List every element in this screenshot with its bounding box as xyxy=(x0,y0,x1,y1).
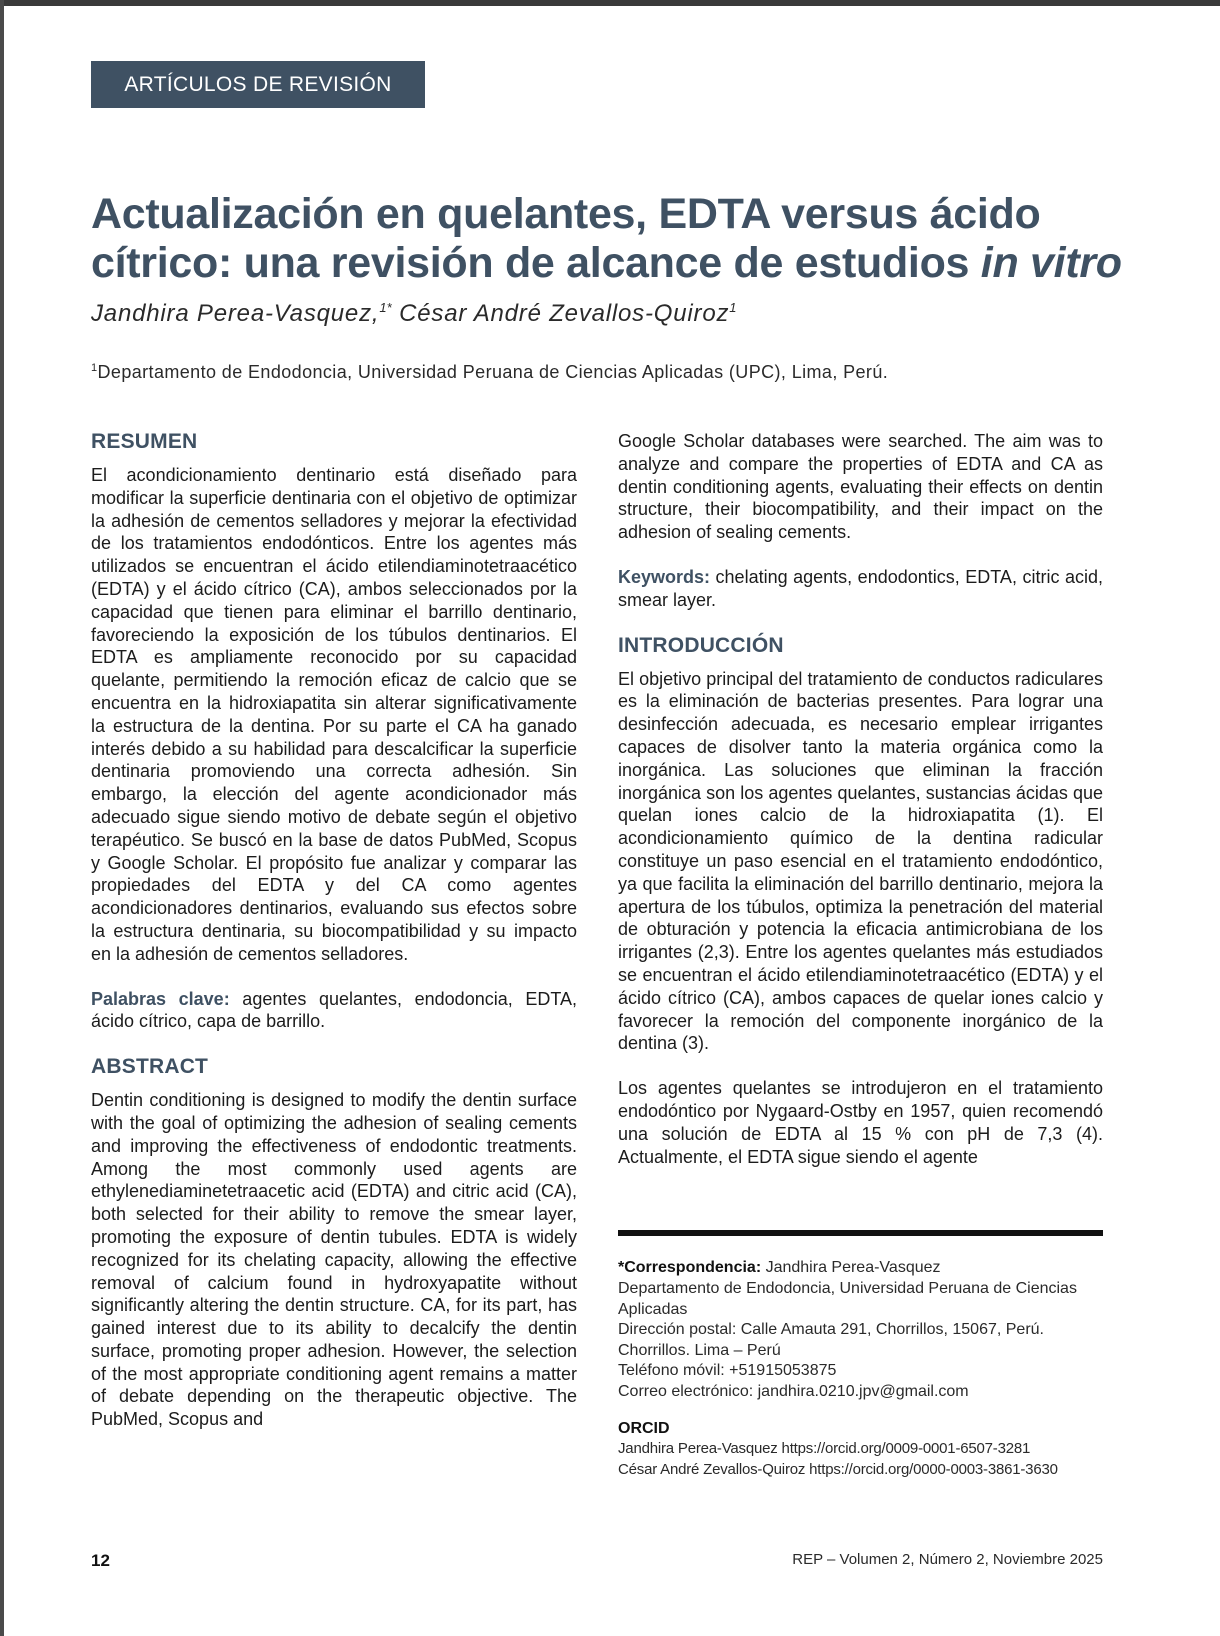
orcid-entry[interactable]: Jandhira Perea-Vasquez https://orcid.org/0009-0001-6507-3281 xyxy=(618,1440,1031,1458)
abstract-text-part2: Google Scholar databases were searched. The aim was to analyze and compare the properties of EDTA and CA as dentin conditioning agents, evaluating their effects on dentin structure, their biocompatibility, and their impact on the adhesion of sealing cements. xyxy=(618,431,1103,543)
abstract-heading: ABSTRACT xyxy=(91,1055,209,1079)
palabras-clave-values: agentes quelantes, endodoncia, EDTA, ácido cítrico, capa de barrillo. xyxy=(91,988,577,1032)
abstract-text-part1: Dentin conditioning is designed to modify the dentin surface with the goal of optimizing the adhesion of sealing cements and improving the effectiveness of endodontic treatments. Among the most commonly used agents are ethylenediaminetetraacetic acid (EDTA) and citric acid (CA), both selected for their ability to remove the smear layer, promoting the exposure of dentin tubules. EDTA is widely recognized for its chelating capacity, allowing the effective removal of calcium found in hydroxyapatite without significantly altering the dentin structure. CA, for its part, has gained interest due to its ability to decalcify the dentin surface, promoting proper adhesion. However, the selection of the most appropriate conditioning agent remains a matter of debate depending on the therapeutic objective. The PubMed, Scopus and xyxy=(91,1090,577,1430)
affiliation-mark: 1 xyxy=(91,362,98,374)
correspondence-email[interactable]: Correo electrónico: jandhira.0210.jpv@gmail.com xyxy=(618,1382,969,1400)
orcid-heading: ORCID xyxy=(618,1420,670,1438)
author-mark: 1* xyxy=(379,300,392,315)
correspondence-line: Dirección postal: Calle Amauta 291, Chorrillos, 15067, Perú. Chorrillos. Lima – Perú xyxy=(618,1321,1044,1359)
introduccion-paragraph-1: El objetivo principal del tratamiento de conductos radiculares es la eliminación de bacterias presentes. Para lograr una desinfección adecuada, es necesario emplear irrigantes capaces de disolver tanto la materia orgánica como la inorgánica. Las soluciones que eliminan la fracción inorgánica son los agentes quelantes, sustancias ácidas que quelan iones calcio de la hidroxiapatita (1). El acondicionamiento químico de la dentina radicular constituye un paso esencial en el tratamiento endodóntico, ya que facilita la eliminación del barrillo dentinario, mejora la apertura de los túbulos, optimiza la penetración del material de obturación y potencia la eficacia antimicrobiana de los irrigantes (2,3). Entre los agentes quelantes más estudiados se encuentran el ácido etilendiaminotetraacético (EDTA) y el ácido cítrico (CA), ambos capaces de quelar iones calcio y favorecer la remoción del componente inorgánico de la dentina (3). xyxy=(618,668,1103,1054)
correspondence-block xyxy=(618,1258,1103,1402)
correspondence-name: Jandhira Perea-Vasquez xyxy=(761,1259,941,1277)
author-mark: 1 xyxy=(729,300,737,315)
resumen-heading: RESUMEN xyxy=(91,430,198,453)
top-border xyxy=(0,0,1220,6)
left-border xyxy=(0,0,4,1636)
correspondence-divider xyxy=(618,1230,1103,1236)
correspondence-line: Departamento de Endodoncia, Universidad Peruana de Ciencias Aplicadas xyxy=(618,1279,1077,1318)
introduccion-heading: INTRODUCCIÓN xyxy=(618,633,784,657)
orcid-entry[interactable]: César André Zevallos-Quiroz https://orcid.org/0000-0003-3861-3630 xyxy=(618,1461,1058,1479)
page-number: 12 xyxy=(91,1551,110,1570)
palabras-clave xyxy=(91,988,577,1034)
author-name: César André Zevallos-Quiroz xyxy=(399,300,730,327)
title-italic: in vitro xyxy=(980,239,1122,287)
introduccion-paragraph-2: Los agentes quelantes se introdujeron en el tratamiento endodóntico por Nygaard-Ostby en 1957, quien recomendó una solución de EDTA al 15 % con pH de 7,3 (4). Actualmente, el EDTA sigue siendo el agente xyxy=(618,1078,1103,1167)
resumen-text: El acondicionamiento dentinario está diseñado para modificar la superficie dentinaria con el objetivo de optimizar la adhesión de cementos selladores y mejorar la efectividad de los tratamientos endodónticos. Entre los agentes más utilizados se encuentran el ácido etilendiaminotetraacético (EDTA) y el ácido cítrico (CA), ambos seleccionados por la capacidad que tienen para eliminar el barrillo dentinario, favoreciendo la exposición de los túbulos dentinarios. El EDTA es ampliamente reconocido por su capacidad quelante, permitiendo la remoción eficaz de calcio que se encuentra en la hidroxiapatita sin alterar significativamente la estructura de la dentina. Por su parte el CA ha ganado interés debido a su habilidad para descalcificar la superficie dentinaria promoviendo una correcta adhesión. Sin embargo, la elección del agente acondicionador más adecuado sigue siendo motivo de debate según el objetivo terapéutico. Se buscó en la base de datos PubMed, Scopus y Google Scholar. El propósito fue analizar y comparar las propiedades del EDTA y del CA como agentes acondicionadores dentinarios, evaluando sus efectos sobre la estructura dentinaria, su biocompatibilidad y su impacto en la adhesión de cementos selladores. xyxy=(91,465,577,964)
keywords-label: Keywords: xyxy=(618,566,711,587)
article-title xyxy=(91,190,1141,288)
left-column xyxy=(91,430,577,1431)
correspondence-line: Teléfono móvil: +51915053875 xyxy=(618,1362,837,1380)
correspondence-header xyxy=(618,1258,1103,1279)
keywords xyxy=(618,566,1103,612)
right-column xyxy=(618,430,1103,1480)
section-label: ARTÍCULOS DE REVISIÓN xyxy=(91,61,425,108)
affiliation-text: Departamento de Endodoncia, Universidad Peruana de Ciencias Aplicadas (UPC), Lima, Perú. xyxy=(97,362,889,382)
author-list xyxy=(91,300,1141,328)
author-name: Jandhira Perea-Vasquez, xyxy=(91,300,380,327)
keywords-values: chelating agents, endodontics, EDTA, citric acid, smear layer. xyxy=(618,566,1103,610)
journal-citation: REP – Volumen 2, Número 2, Noviembre 2025 xyxy=(792,1551,1103,1568)
correspondence-label: *Correspondencia: xyxy=(618,1259,762,1277)
affiliation xyxy=(91,362,1141,383)
title-main: Actualización en quelantes, EDTA versus ácido cítrico: una revisión de alcance de estudios xyxy=(91,190,1041,287)
palabras-clave-label: Palabras clave: xyxy=(91,988,230,1009)
